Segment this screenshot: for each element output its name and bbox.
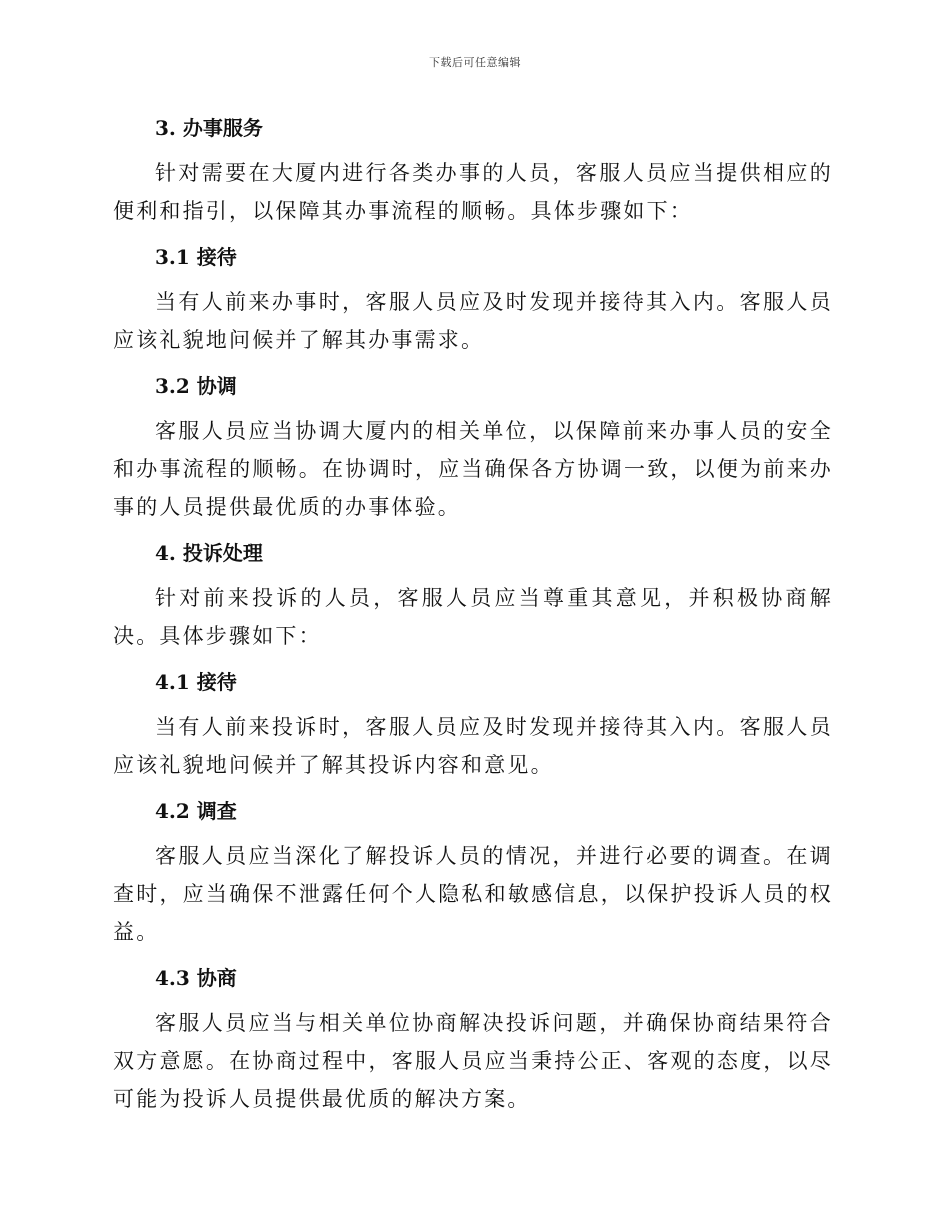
subsection-3-2-text: 客服人员应当协调大厦内的相关单位，以保障前来办事人员的安全和办事流程的顺畅。在协调时，应当确保各方协调一致，以便为前来办事的人员提供最优质的办事体验。 bbox=[113, 419, 833, 519]
section-3-intro: 针对需要在大厦内进行各类办事的人员，客服人员应当提供相应的便利和指引，以保障其办事流程的顺畅。具体步骤如下： bbox=[113, 161, 833, 223]
section-heading-4: 4. 投诉处理 bbox=[155, 541, 263, 565]
subsection-3-1-text: 当有人前来办事时，客服人员应及时发现并接待其入内。客服人员应该礼貌地问候并了解其办事需求。 bbox=[113, 290, 833, 352]
subsection-4-3-text: 客服人员应当与相关单位协商解决投诉问题，并确保协商结果符合双方意愿。在协商过程中，客服人员应当秉持公正、客观的态度，以尽可能为投诉人员提供最优质的解决方案。 bbox=[113, 1011, 833, 1111]
section-4-intro: 针对前来投诉的人员，客服人员应当尊重其意见，并积极协商解决。具体步骤如下： bbox=[113, 586, 833, 648]
subsection-heading-4-1: 4.1 接待 bbox=[155, 670, 237, 694]
page-header: 下载后可任意编辑 bbox=[429, 56, 521, 69]
subsection-4-2-text: 客服人员应当深化了解投诉人员的情况，并进行必要的调查。在调查时，应当确保不泄露任何个人隐私和敏感信息，以保护投诉人员的权益。 bbox=[113, 844, 833, 944]
subsection-heading-4-3: 4.3 协商 bbox=[155, 966, 237, 990]
section-heading-3: 3. 办事服务 bbox=[155, 116, 263, 140]
subsection-heading-4-2: 4.2 调查 bbox=[155, 799, 237, 823]
subsection-4-1-text: 当有人前来投诉时，客服人员应及时发现并接待其入内。客服人员应该礼貌地问候并了解其投诉内容和意见。 bbox=[113, 715, 833, 777]
subsection-heading-3-2: 3.2 协调 bbox=[155, 374, 237, 398]
document-body bbox=[113, 110, 833, 1127]
subsection-heading-3-1: 3.1 接待 bbox=[155, 245, 237, 269]
